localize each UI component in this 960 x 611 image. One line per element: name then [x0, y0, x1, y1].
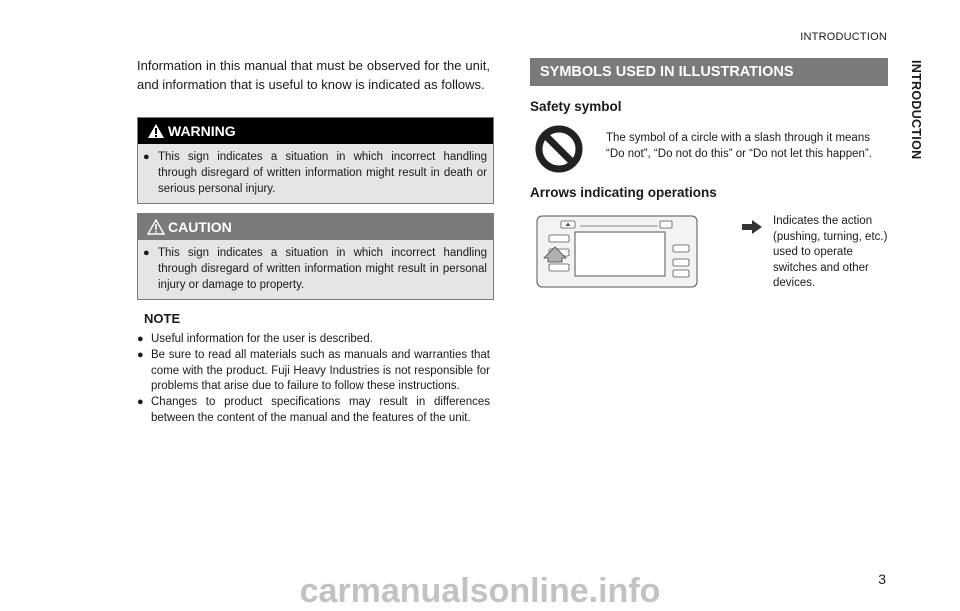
warning-box [137, 117, 494, 204]
intro-paragraph: Information in this manual that must be observed for the unit, and information that is useful to know is indicated as follows. [137, 58, 490, 92]
warning-body [138, 144, 493, 203]
caution-box [137, 213, 494, 300]
bullet-icon: ● [137, 333, 144, 345]
caution-triangle-icon [147, 219, 165, 235]
section-title: SYMBOLS USED IN ILLUSTRATIONS [540, 64, 794, 80]
head-unit-illustration-icon [536, 215, 698, 288]
caution-body [138, 240, 493, 299]
warning-title: WARNING [168, 123, 236, 139]
note-list [137, 332, 490, 427]
page-number: 3 [878, 571, 886, 587]
warning-header [138, 118, 493, 144]
bullet-icon: ● [137, 396, 144, 409]
caution-header [138, 214, 493, 240]
safety-symbol-heading: Safety symbol [530, 99, 622, 114]
side-tab-label: INTRODUCTION [909, 60, 923, 160]
arrow-right-icon [741, 219, 763, 235]
watermark: carmanualsonline.info [299, 572, 661, 610]
running-header: INTRODUCTION [800, 31, 887, 43]
caution-text: This sign indicates a situation in which incorrect handling through disregard of written information might result in personal injury or damage to property. [158, 247, 487, 291]
arrow-description: Indicates the action (pushing, turning, etc.) used to operate switches and other devices. [773, 215, 888, 289]
prohibition-icon [535, 125, 583, 173]
warning-triangle-icon [147, 123, 165, 139]
note-item-text: Useful information for the user is described. [151, 333, 373, 345]
note-item [137, 332, 490, 348]
bullet-icon: ● [137, 348, 144, 361]
safety-symbol-description: The symbol of a circle with a slash through it means “Do not”, “Do not do this” or “Do not let this happen”. [606, 132, 872, 160]
bullet-icon: ● [143, 151, 150, 163]
note-item-text: Changes to product specifications may result in differences between the content of the manual and the features of the unit. [151, 396, 490, 424]
note-item-text: Be sure to read all materials such as manuals and warranties that come with the product. Fuji Heavy Industries is not responsible for problems that arise due to failure to follow these instructions. [151, 348, 490, 393]
bullet-icon: ● [143, 247, 150, 259]
arrows-heading: Arrows indicating operations [530, 185, 717, 200]
warning-text: This sign indicates a situation in which incorrect handling through disregard of written information might result in death or serious personal injury. [158, 151, 487, 195]
note-item [137, 348, 490, 395]
note-item [137, 395, 490, 427]
section-title-bar [530, 58, 888, 86]
note-title: NOTE [144, 311, 181, 326]
caution-title: CAUTION [168, 219, 232, 235]
